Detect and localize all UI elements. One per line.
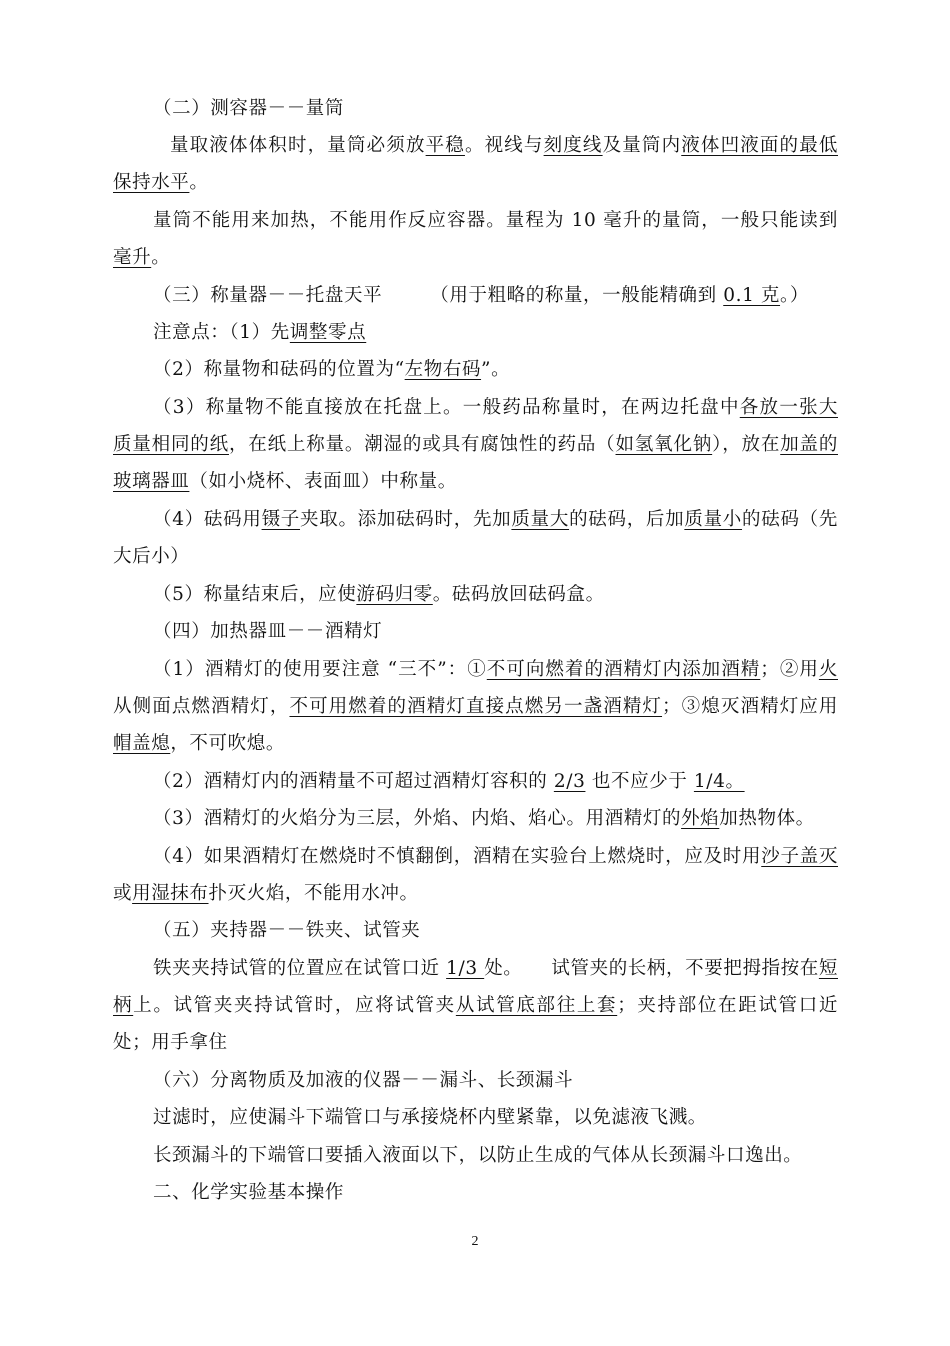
text-segment: （六）分离物质及加液的仪器－－漏斗、长颈漏斗 (153, 1070, 574, 1091)
paragraph-line (153, 769, 838, 795)
text-segment: 注意点：（1）先 (153, 322, 290, 343)
paragraph-line (153, 582, 838, 608)
underlined-key-term: 1/4。 (693, 771, 745, 792)
text-segment: 从侧面点燃酒精灯， (113, 696, 290, 717)
underlined-key-term: 短 (818, 958, 838, 979)
text-segment: （4）如果酒精灯在燃烧时不慎翻倒，酒精在实验台上燃烧时，应及时用 (153, 846, 762, 867)
text-segment: 长颈漏斗的下端管口要插入液面以下，以防止生成的气体从长颈漏斗口逸出。 (153, 1145, 803, 1166)
text-segment: ；③熄灭酒精灯应用 (662, 696, 838, 717)
underlined-key-term: 加盖的 (780, 434, 838, 455)
underlined-key-term: 如氢氧化钠 (615, 434, 713, 455)
underlined-key-term: 火 (818, 659, 838, 680)
text-segment: 量筒不能用来加热，不能用作反应容器。量程为 10 毫升的量筒，一般只能读到 (153, 210, 838, 231)
underlined-key-term: 柄 (113, 995, 134, 1016)
paragraph-line (153, 844, 838, 870)
heading-funnels (153, 1068, 838, 1094)
text-segment: 。砝码放回砝码盒。 (432, 584, 605, 605)
text-segment: （5）称量结束后，应使 (153, 584, 357, 605)
page-number: 2 (471, 1234, 479, 1249)
section-heading-basic-operations (153, 1180, 838, 1206)
text-segment: 处；用手拿住 (113, 1032, 228, 1053)
underlined-key-term: 刻度线 (543, 135, 603, 156)
text-segment: 加热物体。 (719, 808, 815, 829)
underlined-key-term: 2/3 (553, 771, 586, 792)
underlined-key-term: 平稳 (425, 135, 465, 156)
underlined-key-term: 外焰 (681, 808, 720, 829)
paragraph-line (153, 1105, 838, 1131)
paragraph-line (113, 881, 838, 907)
paragraph-line (153, 357, 838, 383)
paragraph-line (113, 544, 838, 570)
heading-balance (153, 283, 838, 309)
heading-measuring-cylinder (153, 96, 838, 122)
underlined-key-term: 不可向燃着的酒精灯内添加酒精 (486, 659, 761, 680)
text-segment: ），放在 (712, 434, 781, 455)
paragraph-line (113, 469, 838, 495)
underlined-key-term: 不可用燃着的酒精灯直接点燃另一盏酒精灯 (289, 696, 663, 717)
paragraph-line (153, 806, 838, 832)
underlined-key-term: 1/3 (446, 958, 485, 979)
underlined-key-term: 左物右码 (404, 359, 482, 380)
text-segment: （二）测容器－－量筒 (153, 98, 345, 119)
text-segment: （2）称量物和砝码的位置为“ (153, 359, 405, 380)
text-segment: ”。 (481, 359, 511, 380)
text-segment: 及量筒内 (602, 135, 682, 156)
paragraph-line (153, 395, 838, 421)
text-segment: ，不可吹熄。 (170, 733, 285, 754)
paragraph-line (153, 208, 838, 234)
text-segment: （3）称量物不能直接放在托盘上。一般药品称量时，在两边托盘中 (153, 397, 740, 418)
paragraph-line (153, 507, 838, 533)
underlined-key-term: 玻璃器皿 (113, 471, 190, 492)
paragraph-line (153, 657, 838, 683)
text-segment: 。 (189, 172, 209, 193)
text-segment: 铁夹夹持试管的位置应在试管口近 (153, 958, 447, 979)
paragraph-line (113, 245, 838, 271)
underlined-key-term: 调整零点 (289, 322, 367, 343)
text-segment: （2）酒精灯内的酒精量不可超过酒精灯容积的 (153, 771, 554, 792)
text-segment: （五）夹持器－－铁夹、试管夹 (153, 920, 421, 941)
underlined-key-term: 保持水平 (113, 172, 190, 193)
underlined-key-term: 液体凹液面的最低 (681, 135, 838, 156)
text-segment: （三）称量器－－托盘天平 （用于粗略的称量，一般能精确到 (153, 285, 724, 306)
text-segment: 的砝码（先 (742, 509, 838, 530)
underlined-key-term: 0.1 克 (723, 285, 781, 306)
text-segment: ，在纸上称量。潮湿的或具有腐蚀性的药品（ (228, 434, 616, 455)
underlined-key-term: 质量相同的纸 (113, 434, 229, 455)
text-segment: 也不应少于 (585, 771, 694, 792)
paragraph-line (153, 1143, 838, 1169)
text-segment: ；②用 (760, 659, 819, 680)
text-segment: 。 (151, 247, 171, 268)
text-segment: 量取液体体积时，量筒必须放 (170, 135, 426, 156)
text-segment: 上。试管夹夹持试管时，应将试管夹 (133, 995, 456, 1016)
text-segment: 过滤时，应使漏斗下端管口与承接烧杯内壁紧靠，以免滤液飞溅。 (153, 1107, 707, 1128)
paragraph-line (170, 133, 838, 159)
text-segment: （4）砝码用 (153, 509, 262, 530)
text-segment: 二、化学实验基本操作 (153, 1182, 345, 1203)
text-segment: ；夹持部位在距试管口近 (617, 995, 838, 1016)
text-segment: （如小烧杯、表面皿）中称量。 (189, 471, 457, 492)
underlined-key-term: 质量大 (511, 509, 570, 530)
paragraph-line (113, 993, 838, 1019)
text-segment: 扑灭火焰，不能用水冲。 (208, 883, 419, 904)
text-segment: 的砝码，后加 (569, 509, 685, 530)
text-segment: 。） (780, 285, 809, 306)
underlined-key-term: 从试管底部往上套 (455, 995, 618, 1016)
paragraph-line (113, 731, 838, 757)
text-segment: （3）酒精灯的火焰分为三层，外焰、内焰、焰心。用酒精灯的 (153, 808, 682, 829)
underlined-key-term: 沙子盖灭 (761, 846, 838, 867)
underlined-key-term: 各放一张大 (739, 397, 838, 418)
text-segment: 大后小） (113, 546, 190, 567)
paragraph-line (113, 170, 838, 196)
paragraph-line (113, 694, 838, 720)
paragraph-line (113, 1030, 838, 1056)
text-segment: 处。 试管夹的长柄，不要把拇指按在 (484, 958, 819, 979)
underlined-key-term: 帽盖熄 (113, 733, 171, 754)
heading-alcohol-lamp (153, 619, 838, 645)
underlined-key-term: 游码归零 (356, 584, 433, 605)
underlined-key-term: 毫升 (113, 247, 152, 268)
text-segment: （四）加热器皿－－酒精灯 (153, 621, 383, 642)
underlined-key-term: 质量小 (684, 509, 743, 530)
paragraph-line (153, 956, 838, 982)
underlined-key-term: 镊子 (261, 509, 301, 530)
heading-clamps (153, 918, 838, 944)
text-segment: 或 (113, 883, 133, 904)
paragraph-line (153, 320, 838, 346)
text-segment: 夹取。添加砝码时，先加 (300, 509, 512, 530)
underlined-key-term: 用湿抹布 (132, 883, 209, 904)
text-segment: （1）酒精灯的使用要注意 “三不”：① (153, 659, 487, 680)
text-segment: 。视线与 (464, 135, 544, 156)
paragraph-line (113, 432, 838, 458)
